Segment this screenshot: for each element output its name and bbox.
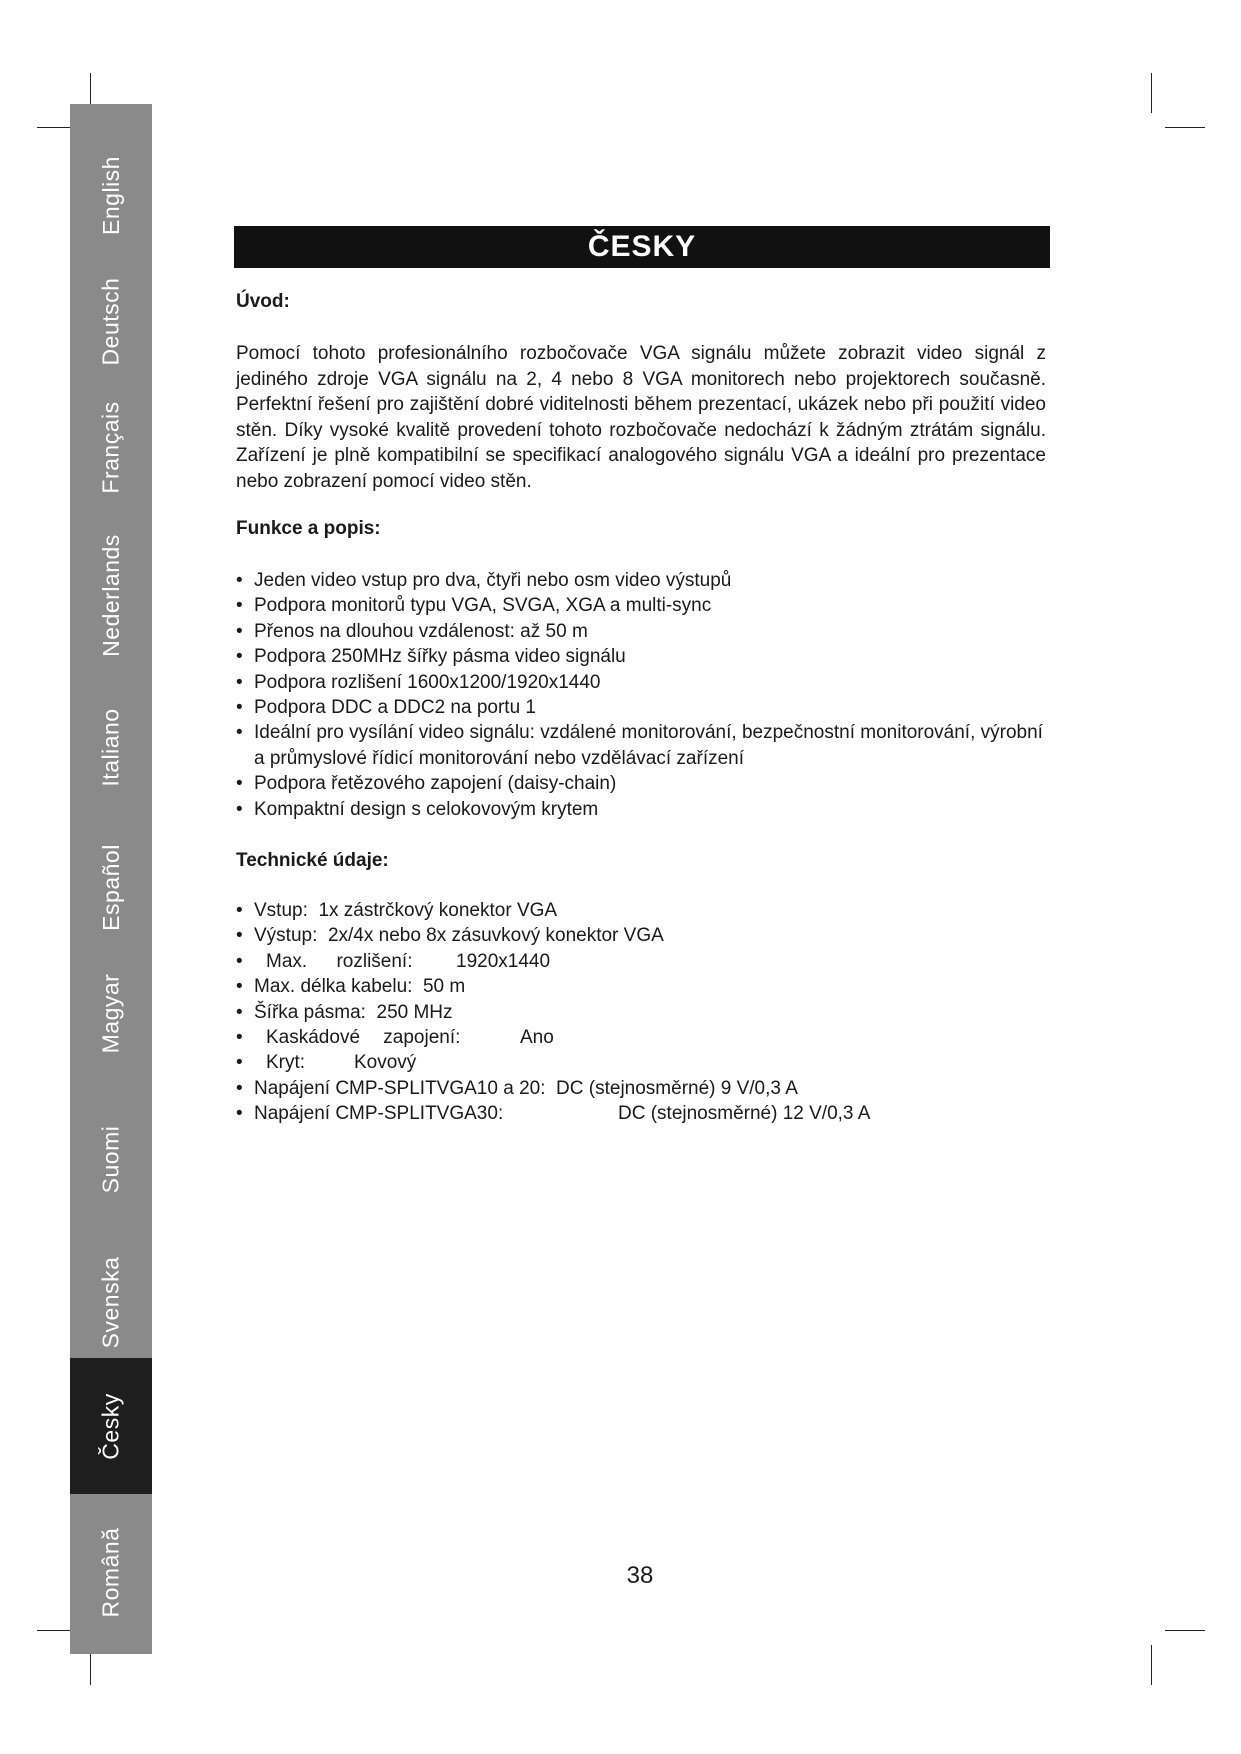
language-sidebar: [70, 104, 152, 1654]
list-item: • Jeden video vstup pro dva, čtyři nebo osm video výstupů: [236, 568, 1056, 593]
spec-value: 2x/4x nebo 8x zásuvkový konektor VGA: [327, 925, 664, 947]
list-item: • Podpora DDC a DDC2 na portu 1: [236, 695, 1056, 720]
spec-label: Výstup:: [254, 925, 318, 947]
spec-value: 250 MHz: [376, 1001, 453, 1023]
intro-heading: Úvod:: [236, 291, 290, 312]
crop-mark: [1165, 1630, 1205, 1631]
spec-label: Vstup:: [254, 900, 308, 921]
list-item: • Kompaktní design s celokovovým krytem: [236, 797, 1056, 822]
list-item: • Podpora řetězového zapojení (daisy-chain): [236, 771, 1056, 796]
spec-value: 1920x1440: [456, 950, 551, 972]
tab-label: Nederlands: [97, 533, 124, 657]
list-item: • Podpora 250MHz šířky pásma video signálu: [236, 644, 1056, 669]
tab-espanol[interactable]: [70, 824, 152, 950]
tab-nederlands[interactable]: [70, 520, 152, 670]
spec-row: [236, 1101, 1056, 1126]
tab-label: Deutsch: [97, 277, 124, 365]
tab-label: Magyar: [97, 973, 124, 1053]
intro-paragraph: Pomocí tohoto profesionálního rozbočovače VGA signálu můžete zobrazit video signál z jediného zdroje VGA signálu na 2, 4 nebo 8 VGA monitorech nebo projektorech současně. Perfektní řešení pro zajištění dobré viditelnosti během prezentací, ukázek nebo při použití video stěn. Díky vysoké kvalitě provedení tohoto rozbočovače nedochází k žádným ztrátám signálu. Zařízení je plně kompatibilní se specifikací analogového signálu VGA a ideální pro prezentace nebo zobrazení pomocí video stěn.: [236, 343, 1046, 492]
spec-row: [236, 923, 1056, 948]
spec-label: Max. rozlišení:: [266, 950, 413, 972]
tab-label: Suomi: [97, 1125, 124, 1193]
specs-list: [236, 898, 1056, 1127]
spec-value: 1x zástrčkový konektor VGA: [318, 900, 558, 921]
tab-cesky[interactable]: [70, 1358, 152, 1494]
section-title-bar: [234, 226, 1050, 268]
spec-row: [236, 949, 1056, 974]
list-item: • Přenos na dlouhou vzdálenost: až 50 m: [236, 619, 1056, 644]
tab-label: Français: [97, 400, 124, 494]
tab-deutsch[interactable]: [70, 258, 152, 384]
spec-row: [236, 974, 1056, 999]
specs-heading: Technické údaje:: [236, 850, 389, 871]
spec-label: Kaskádové zapojení:: [266, 1027, 461, 1049]
tab-label: English: [97, 155, 124, 235]
crop-mark: [1151, 1645, 1152, 1685]
spec-label: Napájení CMP-SPLITVGA30:: [254, 1103, 504, 1125]
list-item: • Podpora rozlišení 1600x1200/1920x1440: [236, 670, 1056, 695]
spec-row: [236, 898, 1056, 923]
tab-italiano[interactable]: [70, 684, 152, 810]
spec-row: [236, 1025, 1056, 1050]
spec-row: [236, 1076, 1056, 1101]
tab-magyar[interactable]: [70, 950, 152, 1076]
spec-value: 50 m: [422, 976, 466, 998]
tab-francais[interactable]: [70, 384, 152, 510]
spec-label: Max. délka kabelu:: [254, 976, 413, 998]
page-title: ČESKY: [587, 230, 697, 263]
spec-label: Kryt:: [266, 1052, 306, 1074]
tab-label: Español: [97, 843, 124, 931]
tab-suomi[interactable]: [70, 1096, 152, 1222]
features-list: [236, 568, 1056, 822]
list-item: • Podpora monitorů typu VGA, SVGA, XGA a multi-sync: [236, 593, 1056, 618]
tab-romana[interactable]: [70, 1504, 152, 1640]
tab-label: Română: [97, 1527, 124, 1617]
spec-row: [236, 1000, 1056, 1025]
tab-english[interactable]: [70, 132, 152, 258]
features-heading: Funkce a popis:: [236, 518, 381, 539]
tab-svenska[interactable]: [70, 1232, 152, 1372]
spec-row: [236, 1050, 1056, 1075]
crop-mark: [1151, 73, 1152, 113]
crop-mark: [1165, 127, 1205, 128]
page-number: 38: [626, 1562, 654, 1589]
spec-value: Ano: [520, 1027, 554, 1049]
list-item: • Ideální pro vysílání video signálu: vzdálené monitorování, bezpečnostní monitorování, výrobní a průmyslové řídicí monitorování nebo vzdělávací zařízení: [236, 720, 1044, 771]
spec-label: Šířka pásma:: [254, 1001, 366, 1023]
tab-label: Česky: [97, 1392, 124, 1460]
spec-label: Napájení CMP-SPLITVGA10 a 20:: [254, 1077, 546, 1099]
spec-value: Kovový: [354, 1052, 417, 1074]
tab-label: Svenska: [97, 1256, 124, 1348]
tab-label: Italiano: [97, 707, 124, 787]
spec-value: DC (stejnosměrné) 9 V/0,3 A: [556, 1077, 798, 1099]
spec-value: DC (stejnosměrné) 12 V/0,3 A: [618, 1103, 871, 1125]
